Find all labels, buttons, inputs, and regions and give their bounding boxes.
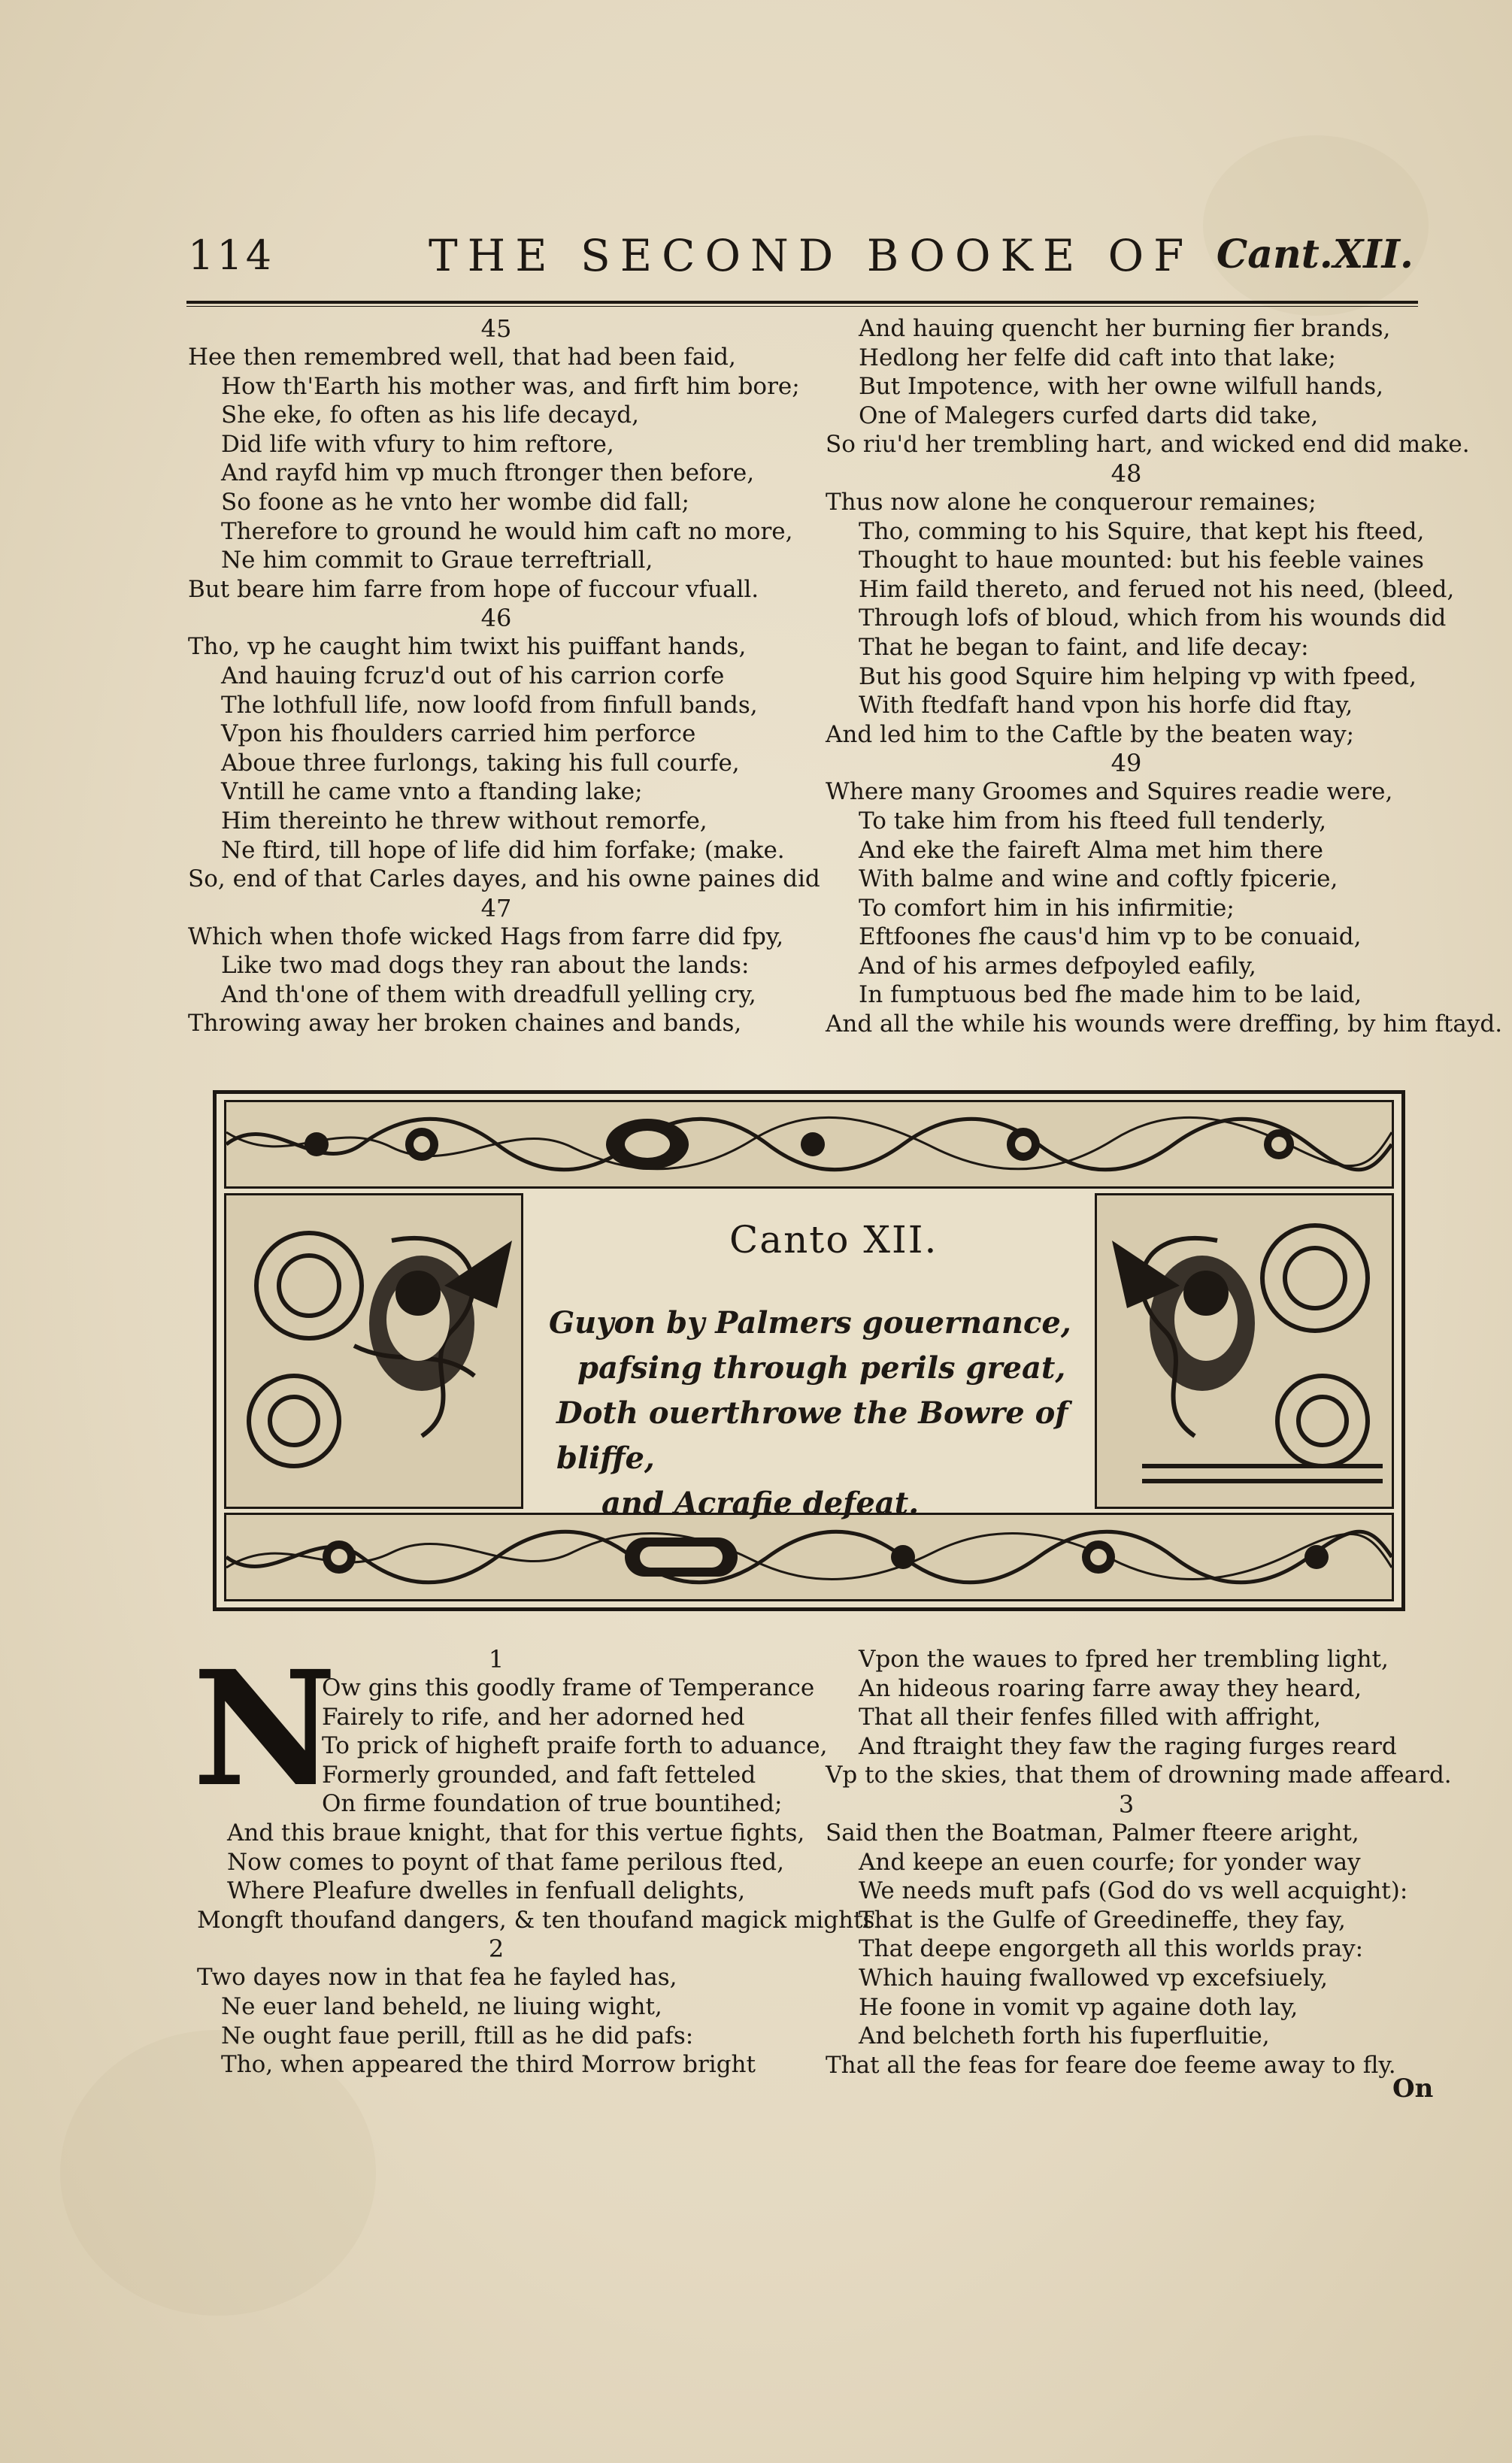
verse-line: So, end of that Carles dayes, and his owne paines did bbox=[188, 865, 820, 893]
top-ornament-band bbox=[224, 1100, 1394, 1189]
folio-number: 114 bbox=[188, 232, 275, 279]
verse-line: Ow gins this goodly frame of Temperance bbox=[322, 1674, 815, 1701]
verse-line: And hauing fcruz'd out of his carrion corfe bbox=[221, 662, 725, 689]
verse-line: Tho, when appeared the third Morrow bright bbox=[221, 2051, 756, 2079]
upper-left-column bbox=[188, 314, 820, 1038]
canto-title: Canto XII. bbox=[729, 1218, 938, 1262]
upper-right-column bbox=[826, 314, 1503, 1039]
verse-line: Which hauing fwallowed vp excefsiuely, bbox=[859, 1964, 1328, 1992]
verse-line: That deepe engorgeth all this worlds pray: bbox=[859, 1935, 1364, 1963]
stanza-number: 48 bbox=[1111, 459, 1142, 488]
verse-line: And th'one of them with dreadfull yelling cry, bbox=[221, 980, 756, 1008]
running-title: THE SECOND BOOKE OF bbox=[429, 230, 1194, 281]
verse-line: But beare him farre from hope of fuccour vfuall. bbox=[188, 575, 759, 603]
verse-line: Vp to the skies, that them of drowning made affeard. bbox=[826, 1762, 1452, 1789]
verse-line: Mongft thoufand dangers, & ten thoufand magick mights. bbox=[197, 1906, 883, 1934]
canto-argument bbox=[549, 1301, 1120, 1526]
verse-line: And ftraight they faw the raging furges reard bbox=[859, 1732, 1397, 1760]
verse-line: Vpon his fhoulders carried him perforce bbox=[221, 720, 696, 748]
stanza-number: 45 bbox=[480, 314, 512, 343]
verse-line: Said then the Boatman, Palmer fteere aright, bbox=[826, 1819, 1359, 1846]
verse-line: Vntill he came vnto a ftanding lake; bbox=[221, 778, 643, 806]
verse-line: And of his armes defpoyled eafily, bbox=[859, 952, 1256, 980]
verse-line: Ne ftird, till hope of life did him forfake; (make. bbox=[221, 836, 785, 864]
running-head bbox=[188, 227, 1414, 287]
verse-line: In fumptuous bed fhe made him to be laid, bbox=[859, 981, 1362, 1009]
verse-line: And hauing quencht her burning fier brands, bbox=[859, 315, 1391, 342]
verse-line: Two dayes now in that fea he fayled has, bbox=[197, 1964, 677, 1992]
verse-line: Like two mad dogs they ran about the lands: bbox=[221, 952, 750, 980]
verse-line: We needs muft pafs (God do vs well acquight): bbox=[859, 1877, 1408, 1905]
right-cherub-woodcut bbox=[1095, 1193, 1394, 1509]
stanza-number: 2 bbox=[488, 1934, 505, 1964]
verse-line: Which when thofe wicked Hags from farre did fpy, bbox=[188, 922, 784, 950]
verse-line: Throwing away her broken chaines and bands, bbox=[188, 1010, 742, 1038]
verse-line: Therefore to ground he would him caft no more, bbox=[221, 517, 793, 545]
verse-line: To comfort him in his infirmitie; bbox=[859, 894, 1235, 922]
verse-line: Vpon the waues to fpred her trembling light, bbox=[859, 1646, 1389, 1673]
verse-line: Aboue three furlongs, taking his full courfe, bbox=[221, 749, 740, 777]
stanza-number: 46 bbox=[480, 604, 512, 633]
verse-line: But Impotence, with her owne wilfull hands, bbox=[859, 373, 1383, 401]
verse-line: And eke the faireft Alma met him there bbox=[859, 836, 1323, 864]
verse-line: She eke, fo often as his life decayd, bbox=[221, 401, 639, 429]
verse-line: Where Pleafure dwelles in fenfuall delights, bbox=[227, 1877, 746, 1905]
verse-line: Ne euer land beheld, ne liuing wight, bbox=[221, 1992, 662, 2020]
verse-line: Formerly grounded, and faft fetteled bbox=[322, 1761, 756, 1789]
verse-line: Where many Groomes and Squires readie were, bbox=[826, 778, 1393, 806]
argument-line: Guyon by Palmers gouernance, bbox=[549, 1305, 1071, 1341]
verse-line: Hee then remembred well, that had been faid, bbox=[188, 344, 736, 371]
verse-line: Ne him commit to Graue terreftriall, bbox=[221, 547, 653, 574]
lower-left-column bbox=[188, 1636, 883, 2080]
verse-line: And rayfd him vp much ftronger then before, bbox=[221, 459, 755, 487]
verse-line: Eftfoones fhe caus'd him vp to be conuaid, bbox=[859, 923, 1362, 951]
head-rule bbox=[186, 301, 1418, 304]
verse-line: An hideous roaring farre away they heard, bbox=[859, 1674, 1362, 1702]
stanza-number: 1 bbox=[488, 1645, 505, 1674]
verse-line: Through lofs of bloud, which from his wounds did bbox=[859, 604, 1447, 632]
argument-line: Doth ouerthrowe the Bowre of bliffe, bbox=[556, 1395, 1068, 1476]
argument-line: pafsing through perils great, bbox=[577, 1350, 1066, 1386]
drop-cap: N bbox=[192, 1636, 337, 1822]
verse-line: Hedlong her felfe did caft into that lake; bbox=[859, 344, 1336, 371]
argument-line: and Acrafie defeat. bbox=[601, 1486, 920, 1521]
verse-line: That all the feas for feare doe feeme away to fly. bbox=[826, 2051, 1396, 2079]
canto-heading: Cant.XII. bbox=[1216, 232, 1414, 277]
head-rule-thin bbox=[186, 306, 1418, 307]
verse-line: Fairely to rife, and her adorned hed bbox=[322, 1703, 745, 1731]
stanza-number: 49 bbox=[1111, 749, 1142, 778]
verse-line: And all the while his wounds were dreffing, by him ftayd. bbox=[826, 1010, 1503, 1038]
verse-line: Thus now alone he conquerour remaines; bbox=[826, 488, 1317, 516]
verse-line: With balme and wine and coftly fpicerie, bbox=[859, 865, 1338, 893]
verse-line: Did life with vfury to him reftore, bbox=[221, 430, 614, 458]
catchword: On bbox=[1392, 2074, 1434, 2104]
verse-line: How th'Earth his mother was, and firft him bore; bbox=[221, 372, 800, 400]
verse-line: But his good Squire him helping vp with fpeed, bbox=[859, 662, 1417, 690]
lower-right-column bbox=[826, 1645, 1452, 2080]
verse-line: And keepe an euen courfe; for yonder way bbox=[859, 1848, 1361, 1876]
verse-line: That all their fenfes filled with affright, bbox=[859, 1704, 1321, 1731]
verse-line: And led him to the Caftle by the beaten way; bbox=[826, 720, 1355, 748]
verse-line: To take him from his fteed full tenderly, bbox=[859, 807, 1327, 835]
verse-line: Him thereinto he threw without remorfe, bbox=[221, 807, 708, 835]
verse-line: So foone as he vnto her wombe did fall; bbox=[221, 488, 689, 516]
verse-line: He foone in vomit vp againe doth lay, bbox=[859, 1993, 1298, 2021]
verse-line: Thought to haue mounted: but his feeble vaines bbox=[859, 547, 1424, 574]
verse-line: Him faild thereto, and ferued not his need, (bleed, bbox=[859, 575, 1455, 603]
verse-line: One of Malegers curfed darts did take, bbox=[859, 401, 1319, 429]
stanza-number: 47 bbox=[480, 893, 512, 922]
stanza-number: 3 bbox=[1118, 1789, 1135, 1819]
verse-line: Tho, vp he caught him twixt his puiffant hands, bbox=[188, 633, 747, 661]
verse-line: Ne ought faue perill, ftill as he did pafs: bbox=[221, 2022, 694, 2049]
verse-line: Now comes to poynt of that fame perilous fted, bbox=[227, 1848, 784, 1876]
verse-line: So riu'd her trembling hart, and wicked end did make. bbox=[826, 431, 1470, 459]
verse-line: On firme foundation of true bountihed; bbox=[322, 1790, 783, 1818]
verse-line: The lothfull life, now loofd from finfull bands, bbox=[221, 691, 758, 719]
paper-stain bbox=[1203, 135, 1429, 316]
verse-line: To prick of higheft praife forth to aduance, bbox=[322, 1732, 828, 1760]
verse-line: And this braue knight, that for this vertue fights, bbox=[227, 1819, 805, 1846]
verse-line: That he began to faint, and life decay: bbox=[859, 633, 1309, 661]
verse-line: With ftedfaft hand vpon his horfe did ftay, bbox=[859, 692, 1353, 720]
left-cherub-woodcut bbox=[224, 1193, 523, 1509]
verse-line: And belcheth forth his fuperfluitie, bbox=[859, 2022, 1270, 2050]
verse-line: That is the Gulfe of Greedineffe, they fay, bbox=[859, 1906, 1346, 1934]
verse-line: Tho, comming to his Squire, that kept his fteed, bbox=[859, 517, 1425, 545]
